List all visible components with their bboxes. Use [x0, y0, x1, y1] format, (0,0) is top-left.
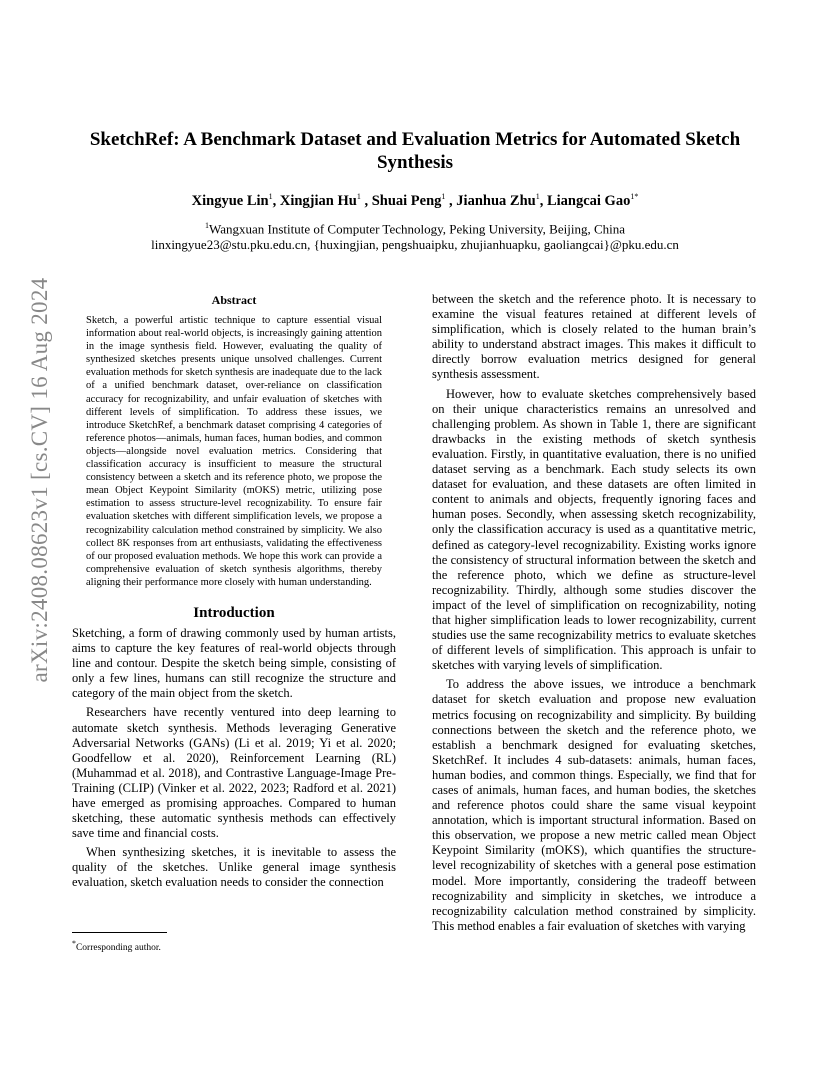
footnote-rule	[72, 932, 167, 933]
affiliation-mark: 1	[204, 221, 209, 230]
author-name: Xingyue Lin	[191, 192, 269, 209]
abstract-text: Sketch, a powerful artistic technique to capture essential visual information about real-world objects, is increasingly gaining attention in the image synthesis field. However, evaluating the quality of synthesized sketches presents unique unsolved challenges. Current evaluation methods for sketch synthesis are inadequate due to the lack of a unified benchmark dataset, over-reliance on classification accuracy for recognizability, and unfair evaluation of sketches with different levels of simplification. To address these issues, we introduce SketchRef, a benchmark dataset comprising 4 categories of reference photos—animals, human faces, human bodies, and common objects—alongside novel evaluation metrics. Considering that classification accuracy is insufficient to measure the structural consistency between a sketch and its reference photo, we propose the mean Object Keypoint Similarity (mOKS) metric, utilizing pose estimation to assess structure-level recognizability. To ensure fair evaluation sketches with different simplification levels, we propose a recognizability calculation method constrained by simplicity. We also collect 8K responses from art enthusiasts, validating the effectiveness of our proposed evaluation methods. We hope this work can provide a comprehensive evaluation of sketch synthesis algorithms, thereby aligning their performance more closely with human understanding.	[86, 315, 382, 588]
affiliation-block	[70, 218, 760, 253]
affiliation	[70, 218, 760, 237]
abstract-heading: Abstract	[211, 293, 257, 307]
paper-title: SketchRef: A Benchmark Dataset and Evaluation Metrics for Automated Sketch Synthesis	[89, 129, 741, 173]
introduction-heading: Introduction	[193, 604, 275, 621]
body-paragraph: However, how to evaluate sketches comprehensively based on their unique characteristics remains an unresolved and challenging problem. As shown in Table 1, there are significant drawbacks in the existing methods of sketch synthesis evaluation. Firstly, in quantitative evaluation, there is no unified dataset serving as a benchmark. Each study selects its own dataset for evaluation, and these datasets are often limited in content to animals and objects, frequently ignoring faces and human poses. Secondly, when assessing sketch recognizability, only the classification accuracy is used as a quantitative metric, defined as category-level recognizability. Existing works ignore the consistency of structural information between the sketch and the reference photo, which we define as structure-level recognizability. Thirdly, although some studies discover the impact of the level of simplification on recognizability, noting that higher simplification leads to lower recognizability, current studies use the same recognizability metrics to evaluate sketches of different levels of simplification. This approach is unfair to sketches with varying levels of simplification.	[432, 386, 756, 673]
intro-paragraph: Researchers have recently ventured into deep learning to automate sketch synthesis. Methods leveraging Generative Adversarial Networks (GANs) (Li et al. 2019; Yi et al. 2020; Goodfellow et al. 2020), Reinforcement Learning (RL) (Muhammad et al. 2018), and Contrastive Language-Image Pre-Training (CLIP) (Vinker et al. 2022, 2023; Radford et al. 2021) have emerged as promising approaches. Compared to human sketching, these automatic synthesis methods can effectively save time and financial costs.	[72, 705, 396, 841]
body-paragraph: To address the above issues, we introduce a benchmark dataset for sketch evaluation and propose new evaluation metrics focusing on recognizability and simplicity. By building connections between the sketch and the reference photo, we establish a benchmark designed for evaluating sketches, SketchRef. It includes 4 sub-datasets: animals, human faces, human bodies, and common things. Especially, we find that for cases of animals, human faces, and human bodies, the sketches and reference photos could share the same visual keypoint annotation, which is important structural information. Based on this observation, we propose a new metric called mean Object Keypoint Similarity (mOKS), which quantifies the structure-level recognizability of sketches with a general pose estimation model. More importantly, considering the tradeoff between recognizability and simplicity in sketches, we introduce a recognizability calculation method constrained by simplicity. This method enables a fair evaluation of sketches with varying	[432, 677, 756, 933]
intro-paragraph: Sketching, a form of drawing commonly used by human artists, aims to capture the key features of real-world objects through line and contour. Despite the sketch being simple, consisting of only a few lines, humans can still recognize the structure and category of the main object from the sketch.	[72, 625, 396, 701]
arxiv-sidebar	[20, 277, 60, 683]
intro-paragraph: When synthesizing sketches, it is inevitable to assess the quality of the sketches. Unlike general image synthesis evaluation, sketch evaluation needs to consider the connection	[72, 845, 396, 890]
author-affiliation-mark: 1*	[630, 192, 639, 201]
author-name: Shuai Peng	[371, 192, 442, 209]
footnote-text: Corresponding author.	[75, 943, 161, 954]
author-affiliation-mark: 1	[356, 192, 361, 201]
body-paragraph: between the sketch and the reference photo. It is necessary to examine the visual features retained at different levels of simplification, which is closely related to the human brain’s ability to understand abstract images. This makes it difficult to directly borrow evaluation metrics designed for general synthesis assessment.	[432, 292, 756, 382]
left-column	[72, 293, 396, 891]
author-name: Jianhua Zhu	[456, 192, 536, 209]
author-affiliation-mark: 1	[535, 192, 540, 201]
right-column	[432, 292, 756, 934]
affiliation-text: Wangxuan Institute of Computer Technology, Peking University, Beijing, China	[208, 221, 626, 237]
author-affiliation-mark: 1	[441, 192, 446, 201]
author-list: Xingyue Lin$^1$, Xingjian Hu$^1$ , Shuai Peng$^1$ , Jianhua Zhu$^1$, Liangcai Gao$^{1*}$	[191, 192, 639, 209]
author-name: Liangcai Gao	[546, 192, 631, 209]
author-emails: linxingyue23@stu.pku.edu.cn, {huxingjian, pengshuaipku, zhujianhuapku, gaoliangcai}@pku.edu.cn	[151, 237, 679, 253]
footnote-mark: *	[72, 939, 76, 948]
author-name: Xingjian Hu	[279, 192, 357, 209]
footnote	[72, 932, 396, 953]
arxiv-identifier: arXiv:2408.08623v1 [cs.CV] 16 Aug 2024	[27, 277, 52, 683]
author-affiliation-mark: 1	[268, 192, 273, 201]
